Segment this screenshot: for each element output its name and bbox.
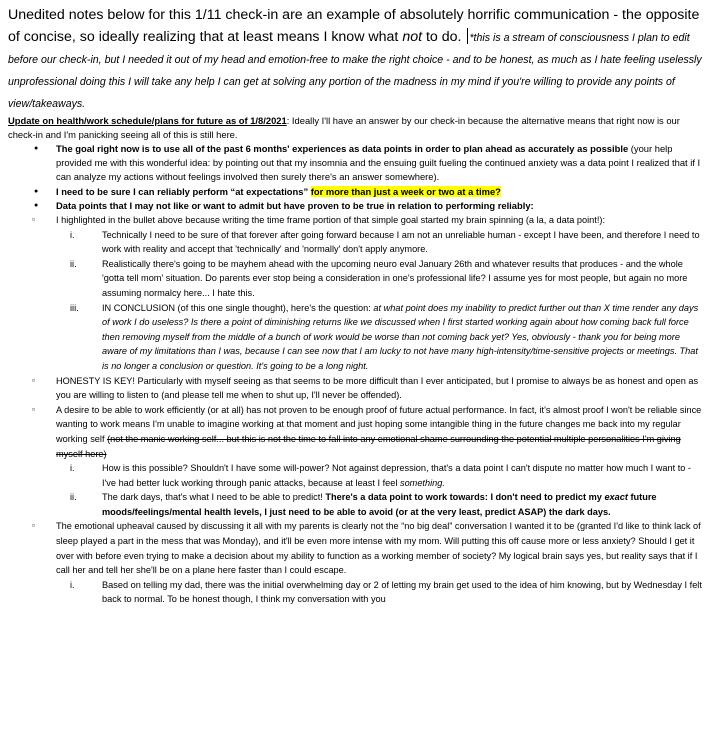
roman-item-italic: at what point does my inability to predict further out than X time render any days of work I do useless? Is there a point of diminishing returns like we discussed when I first started working again about how coming back full force then removing myself from the middle of a bunch of work would be worse than not coming back yet? Yes, obviously - thank you for being more aware of my limitations than I was, because I can see now that I am lucky to not have many high-intensity/time-sensitive projects or meetings. That is no longer a conclusion or question. It's going to be a long night. <box>102 302 699 371</box>
roman-item-text: The dark days, that's what I need to be able to predict! <box>102 492 326 503</box>
bullet-list <box>8 142 704 607</box>
roman-item <box>70 461 704 490</box>
hollow-square-bullet-icon: ▫ <box>32 404 35 414</box>
hollow-square-bullet-icon: ▫ <box>32 521 35 531</box>
roman-numeral: i. <box>70 463 75 474</box>
roman-numeral: ii. <box>70 492 77 503</box>
roman-list-1 <box>56 228 704 374</box>
bullet-item-data-points <box>32 199 704 607</box>
roman-item-text: How is this possible? Shouldn't I have some will-power? Not against depression, that's a data point I can't dispute no matter how much I want to - I've had better luck working through panic attacks, because at least I feel <box>102 463 691 488</box>
intro-text-a: Unedited notes below for this 1/11 check-in are an example of absolutely horrific communication - the opposite of concise, so ideally realizing that at least means I know what <box>8 7 700 45</box>
sub-item-desire-text: A desire to be able to work efficiently (or at all) has not proven to be enough proof of future actual performance. In fact, it's almost proof I won't be reliable since wanting to work means I'm unable to imagine working at that moment and just hoping some intangible thing in the future changes me back into my regular working self <box>56 404 702 444</box>
roman-item <box>70 578 704 607</box>
roman-item-text: Based on telling my dad, there was the initial overwhelming day or 2 of letting my brain get used to the idea of him knowing, but by Wednesday I felt back to normal. To be honest though, I think my conversation with you <box>102 579 702 605</box>
sub-item-highlighted <box>32 213 704 374</box>
roman-numeral: i. <box>70 579 75 590</box>
bullet-expectations-highlight: for more than just a week or two at a time? <box>310 185 501 197</box>
bullet-item-expectations <box>56 185 704 199</box>
roman-item-bold-b: future moods/feelings/mental health levels, I just need to be able to avoid (or at the very least, predict ASAP) the dark days. <box>102 492 657 517</box>
bullet-data-points-bold: Data points that I may not like or want to admit but have proven to be true in relation to performing reliably: <box>56 199 534 211</box>
update-text: : Ideally I'll have an answer by our check-in because the alternative means that right now is our check-in and I'm panicking seeing all of this is still here. <box>8 115 680 140</box>
roman-item <box>70 257 704 301</box>
intro-text-not: not <box>402 29 423 45</box>
sub-item-emotional <box>32 519 704 607</box>
bullet-expectations-bold: I need to be sure I can reliably perform “at expectations” <box>56 185 311 197</box>
roman-item-italic: something. <box>399 477 445 488</box>
intro-italic-note: *this is a stream of consciousness I plan to edit before our check-in, but I needed it out of my head and emotion-free to make the right choice - and to be honest, as much as I hate feeling uselessly unprofessional doing this I will take any help I can get at solving any portion of the madness in my mind if you're willing to provide any points of view/takeaways. <box>8 32 702 110</box>
sub-item-honesty <box>32 374 704 403</box>
roman-item-bold-a: There's a data point to work towards: I don't need to predict my <box>325 492 605 503</box>
roman-item-text: Technically I need to be sure of that forever after going forward because I am not an unreliable human - except I have been, and therefore I need to work with reality and accept that 'technically' and 'normally' don't apply anymore. <box>102 229 700 255</box>
roman-numeral: i. <box>70 229 75 240</box>
hollow-square-bullet-icon: ▫ <box>32 375 35 385</box>
roman-item <box>70 490 704 519</box>
roman-item <box>70 228 704 257</box>
sub-item-emotional-text: The emotional upheaval caused by discussing it all with my parents is clearly not the “no big deal” conversation I wanted it to be (granted I'd like to think lack of sleep played a part in the mess that was Monday), and it'll be even more intense with my mom. Will putting this off cause more or less anxiety? Should I get it over with before even trying to make a decision about my ability to function as a working member of society? My logical brain says yes, but reality says that if I call her and tell her she'll be on a plane here faster than I could escape. <box>56 521 701 576</box>
intro-text-b: to do. <box>422 29 466 45</box>
sub-bullet-list <box>32 213 704 607</box>
update-paragraph <box>8 114 704 142</box>
roman-list-2 <box>56 461 704 519</box>
update-heading: Update on health/work schedule/plans for future as of 1/8/2021 <box>8 115 287 126</box>
roman-item-lead: IN CONCLUSION (of this one single thought), here's the question: <box>102 302 374 313</box>
bullet-goal-bold: The goal right now is to use all of the past 6 months' experiences as data points in order to plan ahead as accurately as possible <box>56 143 629 154</box>
roman-numeral: ii. <box>70 258 77 269</box>
hollow-square-bullet-icon: ▫ <box>32 215 35 225</box>
intro-paragraph <box>8 4 704 114</box>
roman-item-text: Realistically there's going to be mayhem ahead with the upcoming neuro eval January 26th and whatever results that produces - and the whole 'gotta tell mom' situation. Do parents ever stop being a consideration in one's professional life? I assume yes for most people, but again no more assuming normalcy here... I hate this. <box>102 258 688 298</box>
strikethrough-text: (not the manic working self... but this is not the time to fall into any emotional shame surrounding the potential multiple personalities I'm giving myself here) <box>56 433 681 459</box>
roman-list-3 <box>56 578 704 607</box>
sub-item-honesty-text: HONESTY IS KEY! Particularly with myself seeing as that seems to be more difficult than I ever anticipated, but I promise to always be as honest and open as you are willing to listen to (and please tell me when to shut up, I'll never be offended). <box>56 375 699 401</box>
bullet-item-goal <box>56 142 704 185</box>
roman-numeral: iii. <box>70 302 79 313</box>
roman-item-bold-italic: exact <box>604 492 628 503</box>
roman-item <box>70 301 704 374</box>
sub-item-desire <box>32 403 704 520</box>
sub-item-highlighted-text: I highlighted in the bullet above because writing the time frame portion of that simple goal started my brain spinning (a la, a data point!): <box>56 215 606 226</box>
bullet-goal-rest: (your help provided me with this wonderful idea: by pointing out that my insomnia and the ensuing guilt fueling the continued anxiety was a data point I realized that if I can analyze my actions without feelings involved then surely there's an answer somewhere). <box>56 143 701 183</box>
